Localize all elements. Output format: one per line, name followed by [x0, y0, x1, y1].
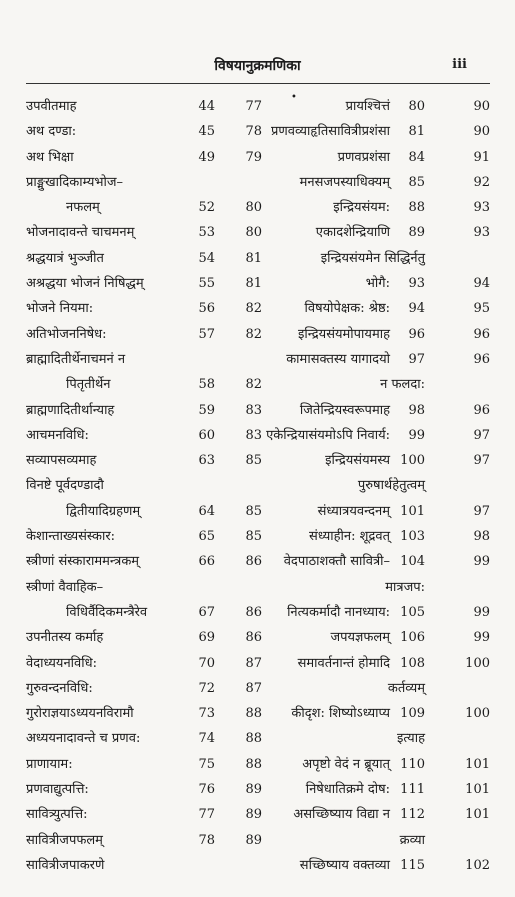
- verse-number: 57: [198, 326, 215, 342]
- index-entry: [266, 448, 490, 473]
- verse-number: 60: [198, 427, 215, 443]
- page-ref-number: 85: [245, 453, 262, 469]
- entry-text: स्त्रीणां संस्काराममन्त्रकम्: [26, 554, 140, 570]
- entry-text: सावित्रीजपाकरणे: [26, 857, 105, 873]
- page-ref-number: 90: [473, 124, 490, 140]
- index-entry: [266, 347, 490, 372]
- verse-number: 93: [408, 276, 425, 292]
- page-ref-number: 101: [465, 782, 490, 798]
- index-entry: [26, 625, 266, 650]
- verse-number: 44: [198, 99, 215, 114]
- entry-text: अथ दण्डा:: [26, 124, 77, 140]
- entry-text: विषयोपेक्षक: श्रेष्ठ:: [304, 301, 390, 317]
- verse-number: 75: [198, 756, 215, 772]
- index-entry: [266, 701, 490, 726]
- index-entry: [26, 524, 266, 549]
- index-entry: [266, 651, 490, 676]
- verse-number: 85: [408, 174, 425, 190]
- index-entry: [266, 372, 490, 397]
- entry-text: नित्यकर्मादौ नानध्याय:: [287, 604, 390, 620]
- index-entry: [26, 170, 266, 195]
- entry-text: पुरुषार्थहेतुत्वम्: [357, 478, 425, 494]
- verse-number: 109: [400, 706, 425, 722]
- verse-number: 110: [400, 756, 425, 772]
- index-entry: [266, 549, 490, 574]
- verse-number: 55: [198, 276, 215, 292]
- entry-text: अश्रद्धया भोजनं निषिद्धम्: [26, 276, 144, 292]
- verse-number: 73: [198, 706, 215, 722]
- verse-number: 103: [400, 529, 425, 545]
- verse-number: 94: [408, 301, 425, 317]
- entry-text: संध्यात्रयवन्दनम्: [317, 503, 390, 519]
- index-entry: [26, 119, 266, 144]
- verse-number: 84: [408, 149, 425, 165]
- verse-number: 99: [408, 427, 425, 443]
- verse-number: 80: [408, 99, 425, 114]
- index-entry: [266, 777, 490, 802]
- verse-number: 81: [408, 124, 425, 140]
- index-entry: [26, 271, 266, 296]
- page-header: [0, 54, 515, 78]
- page-ref-number: 83: [245, 402, 262, 418]
- entry-text: इत्याह: [397, 731, 425, 747]
- entry-text: विधिर्वैदिकमन्त्रैरेव: [66, 604, 148, 620]
- index-entry: [26, 448, 266, 473]
- verse-number: 64: [198, 503, 215, 519]
- entry-text: वेदपाठाशक्तौ सावित्री–: [283, 554, 390, 570]
- entry-text: इन्द्रियसंयमोपायमाह: [297, 326, 390, 342]
- index-entry: [26, 549, 266, 574]
- page-ref-number: 94: [473, 276, 490, 292]
- verse-number: 104: [400, 554, 425, 570]
- page-ref-number: 81: [245, 276, 262, 292]
- page-ref-number: 96: [473, 326, 490, 342]
- entry-text: अध्ययनादावन्ते च प्रणव:: [26, 731, 141, 747]
- verse-number: 108: [400, 655, 425, 671]
- entry-text: सव्यापसव्यमाह: [26, 453, 97, 469]
- index-entry: [266, 575, 490, 600]
- page-ref-number: 95: [473, 301, 490, 317]
- entry-text: एकेन्द्रियासंयमोऽपि निवार्य:: [266, 427, 390, 443]
- entry-text: सावित्र्युत्पत्ति:: [26, 807, 88, 823]
- page-ref-number: 86: [245, 630, 262, 646]
- index-entry: [26, 145, 266, 170]
- page-ref-number: 99: [473, 630, 490, 646]
- index-entry: [266, 726, 490, 751]
- right-index-column: [266, 94, 490, 878]
- page-ref-number: 88: [245, 756, 262, 772]
- verse-number: 77: [198, 807, 215, 823]
- entry-text: कामासक्तस्य यागादयो: [286, 351, 390, 367]
- entry-text: प्राङ्मुखादिकाम्यभोज–: [26, 174, 124, 190]
- verse-number: 49: [198, 149, 215, 165]
- entry-text: सच्छिष्याय वक्तव्या: [299, 857, 390, 873]
- index-entry: [26, 651, 266, 676]
- index-entry: [266, 828, 490, 853]
- index-entry: [266, 271, 490, 296]
- index-entry: [266, 499, 490, 524]
- index-entry: [266, 676, 490, 701]
- index-entry: [26, 322, 266, 347]
- page-ref-number: 86: [245, 554, 262, 570]
- entry-text: अपृष्टो वेदं न ब्रूयात्: [302, 756, 390, 772]
- entry-text: स्त्रीणां वैवाहिक–: [26, 579, 104, 595]
- index-entry: [266, 853, 490, 878]
- entry-text: भोजनादावन्ते चाचमनम्: [26, 225, 135, 241]
- entry-text: समावर्तनान्तं होमादि: [297, 655, 390, 671]
- verse-number: 111: [400, 782, 425, 798]
- page-ref-number: 99: [473, 554, 490, 570]
- page-ref-number: 90: [473, 99, 490, 114]
- index-entry: [266, 119, 490, 144]
- verse-number: 69: [198, 630, 215, 646]
- entry-text: भोगै:: [365, 276, 390, 292]
- page-ref-number: 93: [473, 200, 490, 216]
- page-ref-number: 99: [473, 604, 490, 620]
- verse-number: 101: [400, 503, 425, 519]
- page-ref-number: 97: [473, 427, 490, 443]
- entry-text: इन्द्रियसंयमस्य: [325, 453, 390, 469]
- verse-number: 74: [198, 731, 215, 747]
- index-entry: [266, 398, 490, 423]
- index-entry: [266, 145, 490, 170]
- verse-number: 112: [400, 807, 425, 823]
- entry-text: अथ भिक्षा: [26, 149, 74, 165]
- index-entry: [26, 220, 266, 245]
- page-ref-number: 82: [245, 377, 262, 393]
- index-entry: [26, 726, 266, 751]
- verse-number: 67: [198, 604, 215, 620]
- entry-text: जपयज्ञफलम्: [330, 630, 390, 646]
- page-ref-number: 85: [245, 503, 262, 519]
- page-ref-number: 101: [465, 756, 490, 772]
- entry-text: गुरोराज्ञयाऽध्ययनविरामौ: [26, 706, 134, 722]
- page-title: विषयानुक्रमणिका: [214, 58, 301, 74]
- page-ref-number: 89: [245, 807, 262, 823]
- index-entry: [26, 802, 266, 827]
- index-entry: [26, 701, 266, 726]
- page-ref-number: 97: [473, 453, 490, 469]
- index-entry: [266, 524, 490, 549]
- page-ref-number: 87: [245, 680, 262, 696]
- verse-number: 97: [408, 351, 425, 367]
- page-ref-number: 96: [473, 351, 490, 367]
- index-entry: [26, 473, 266, 498]
- page-ref-number: 97: [473, 503, 490, 519]
- index-entry: [26, 853, 266, 878]
- verse-number: 78: [198, 832, 215, 848]
- entry-text: प्रणवव्याहृतिसावित्रीप्रशंसा: [271, 124, 390, 140]
- index-entry: [26, 372, 266, 397]
- page-ref-number: 96: [473, 402, 490, 418]
- page-ref-number: 92: [473, 174, 490, 190]
- index-entry: [26, 575, 266, 600]
- index-entry: [26, 296, 266, 321]
- verse-number: 105: [400, 604, 425, 620]
- index-entry: [266, 600, 490, 625]
- page-ref-number: 81: [245, 250, 262, 266]
- index-entry: [26, 423, 266, 448]
- page-number: iii: [452, 57, 467, 72]
- entry-text: कीदृश: शिष्योऽध्याप्य: [291, 706, 390, 722]
- entry-text: प्रणवाद्युत्पत्ति:: [26, 782, 89, 798]
- verse-number: 63: [198, 453, 215, 469]
- verse-number: 66: [198, 554, 215, 570]
- page-ref-number: 82: [245, 326, 262, 342]
- entry-text: क्रव्या: [399, 832, 425, 848]
- verse-number: 106: [400, 630, 425, 646]
- page-ref-number: 78: [245, 124, 262, 140]
- verse-number: 59: [198, 402, 215, 418]
- index-entry: [266, 473, 490, 498]
- entry-text: गुरुवन्दनविधि:: [26, 680, 93, 696]
- verse-number: 76: [198, 782, 215, 798]
- index-entry: [266, 94, 490, 119]
- index-entry: [266, 246, 490, 271]
- index-entry: [26, 94, 266, 119]
- entry-text: भोजने नियमा:: [26, 301, 94, 317]
- page-ref-number: 98: [473, 529, 490, 545]
- entry-text: श्रद्धयात्रं भुञ्जीत: [26, 250, 104, 266]
- verse-number: 56: [198, 301, 215, 317]
- page-ref-number: 80: [245, 200, 262, 216]
- entry-text: पितृतीर्थेन: [66, 377, 111, 393]
- index-entry: [26, 347, 266, 372]
- header-rule: [26, 83, 490, 84]
- index-entry: [26, 195, 266, 220]
- index-entry: [26, 600, 266, 625]
- entry-text: प्रायश्चित्तं: [345, 99, 390, 114]
- index-entry: [26, 246, 266, 271]
- page-ref-number: 88: [245, 731, 262, 747]
- index-entry: [26, 828, 266, 853]
- stray-dot: •: [291, 92, 297, 103]
- entry-text: नफलम्: [66, 200, 100, 216]
- page-ref-number: 85: [245, 529, 262, 545]
- verse-number: 98: [408, 402, 425, 418]
- page-ref-number: 80: [245, 225, 262, 241]
- page-ref-number: 87: [245, 655, 262, 671]
- verse-number: 72: [198, 680, 215, 696]
- entry-text: वेदाध्ययनविधि:: [26, 655, 98, 671]
- entry-text: अतिभोजननिषेध:: [26, 326, 107, 342]
- entry-text: आचमनविधि:: [26, 427, 89, 443]
- entry-text: उपवीतमाह: [26, 99, 77, 114]
- page-ref-number: 89: [245, 832, 262, 848]
- entry-text: मात्रजप:: [385, 579, 425, 595]
- index-entry: [266, 195, 490, 220]
- entry-text: इन्द्रियसंयम:: [333, 200, 390, 216]
- page-ref-number: 100: [465, 706, 490, 722]
- verse-number: 45: [198, 124, 215, 140]
- index-entry: [26, 676, 266, 701]
- verse-number: 88: [408, 200, 425, 216]
- entry-text: ब्राह्मणादितीर्थान्याह: [26, 402, 115, 418]
- index-entry: [266, 423, 490, 448]
- verse-number: 52: [198, 200, 215, 216]
- verse-number: 115: [400, 857, 425, 873]
- index-entry: [266, 170, 490, 195]
- entry-text: द्वितीयादिग्रहणम्: [66, 503, 141, 519]
- index-entry: [266, 322, 490, 347]
- verse-number: 100: [400, 453, 425, 469]
- entry-text: ब्राह्मादितीर्थेनाचमनं न: [26, 351, 126, 367]
- verse-number: 58: [198, 377, 215, 393]
- page-ref-number: 79: [245, 149, 262, 165]
- entry-text: केशान्ताख्यसंस्कार:: [26, 529, 116, 545]
- entry-text: इन्द्रियसंयमेन सिद्धिर्नतु: [320, 250, 425, 266]
- index-entry: [26, 398, 266, 423]
- page-ref-number: 77: [245, 99, 262, 114]
- index-entry: [266, 296, 490, 321]
- index-entry: [266, 625, 490, 650]
- page-ref-number: 86: [245, 604, 262, 620]
- entry-text: सावित्रीजपफलम्: [26, 832, 103, 848]
- index-entry: [266, 220, 490, 245]
- entry-text: जितेन्द्रियस्वरूपमाह: [299, 402, 390, 418]
- page-ref-number: 102: [465, 857, 490, 873]
- verse-number: 65: [198, 529, 215, 545]
- entry-text: कर्तव्यम्: [387, 680, 425, 696]
- page-ref-number: 82: [245, 301, 262, 317]
- entry-text: उपनीतस्य कर्माह: [26, 630, 104, 646]
- verse-number: 70: [198, 655, 215, 671]
- page-ref-number: 83: [245, 427, 262, 443]
- entry-text: प्रणवप्रशंसा: [337, 149, 390, 165]
- page-ref-number: 88: [245, 706, 262, 722]
- verse-number: 96: [408, 326, 425, 342]
- entry-text: असच्छिष्याय विद्या न: [293, 807, 390, 823]
- entry-text: न फलदा:: [380, 377, 425, 393]
- index-entry: [26, 777, 266, 802]
- page-ref-number: 100: [465, 655, 490, 671]
- entry-text: निषेधातिक्रमे दोष:: [305, 782, 390, 798]
- index-entry: [266, 802, 490, 827]
- page-ref-number: 91: [473, 149, 490, 165]
- left-index-column: [26, 94, 266, 878]
- entry-text: एकादशेन्द्रियाणि: [315, 225, 390, 241]
- index-entry: [26, 752, 266, 777]
- entry-text: प्राणायाम:: [26, 756, 73, 772]
- verse-number: 89: [408, 225, 425, 241]
- verse-number: 54: [198, 250, 215, 266]
- verse-number: 53: [198, 225, 215, 241]
- entry-text: संध्याहीन: शूद्रवत्: [309, 529, 390, 545]
- page-ref-number: 89: [245, 782, 262, 798]
- page-ref-number: 101: [465, 807, 490, 823]
- index-entry: [266, 752, 490, 777]
- entry-text: विनष्टे पूर्वदण्डादौ: [26, 478, 104, 494]
- page-ref-number: 93: [473, 225, 490, 241]
- index-entry: [26, 499, 266, 524]
- entry-text: मनसजपस्याधिक्यम्: [299, 174, 390, 190]
